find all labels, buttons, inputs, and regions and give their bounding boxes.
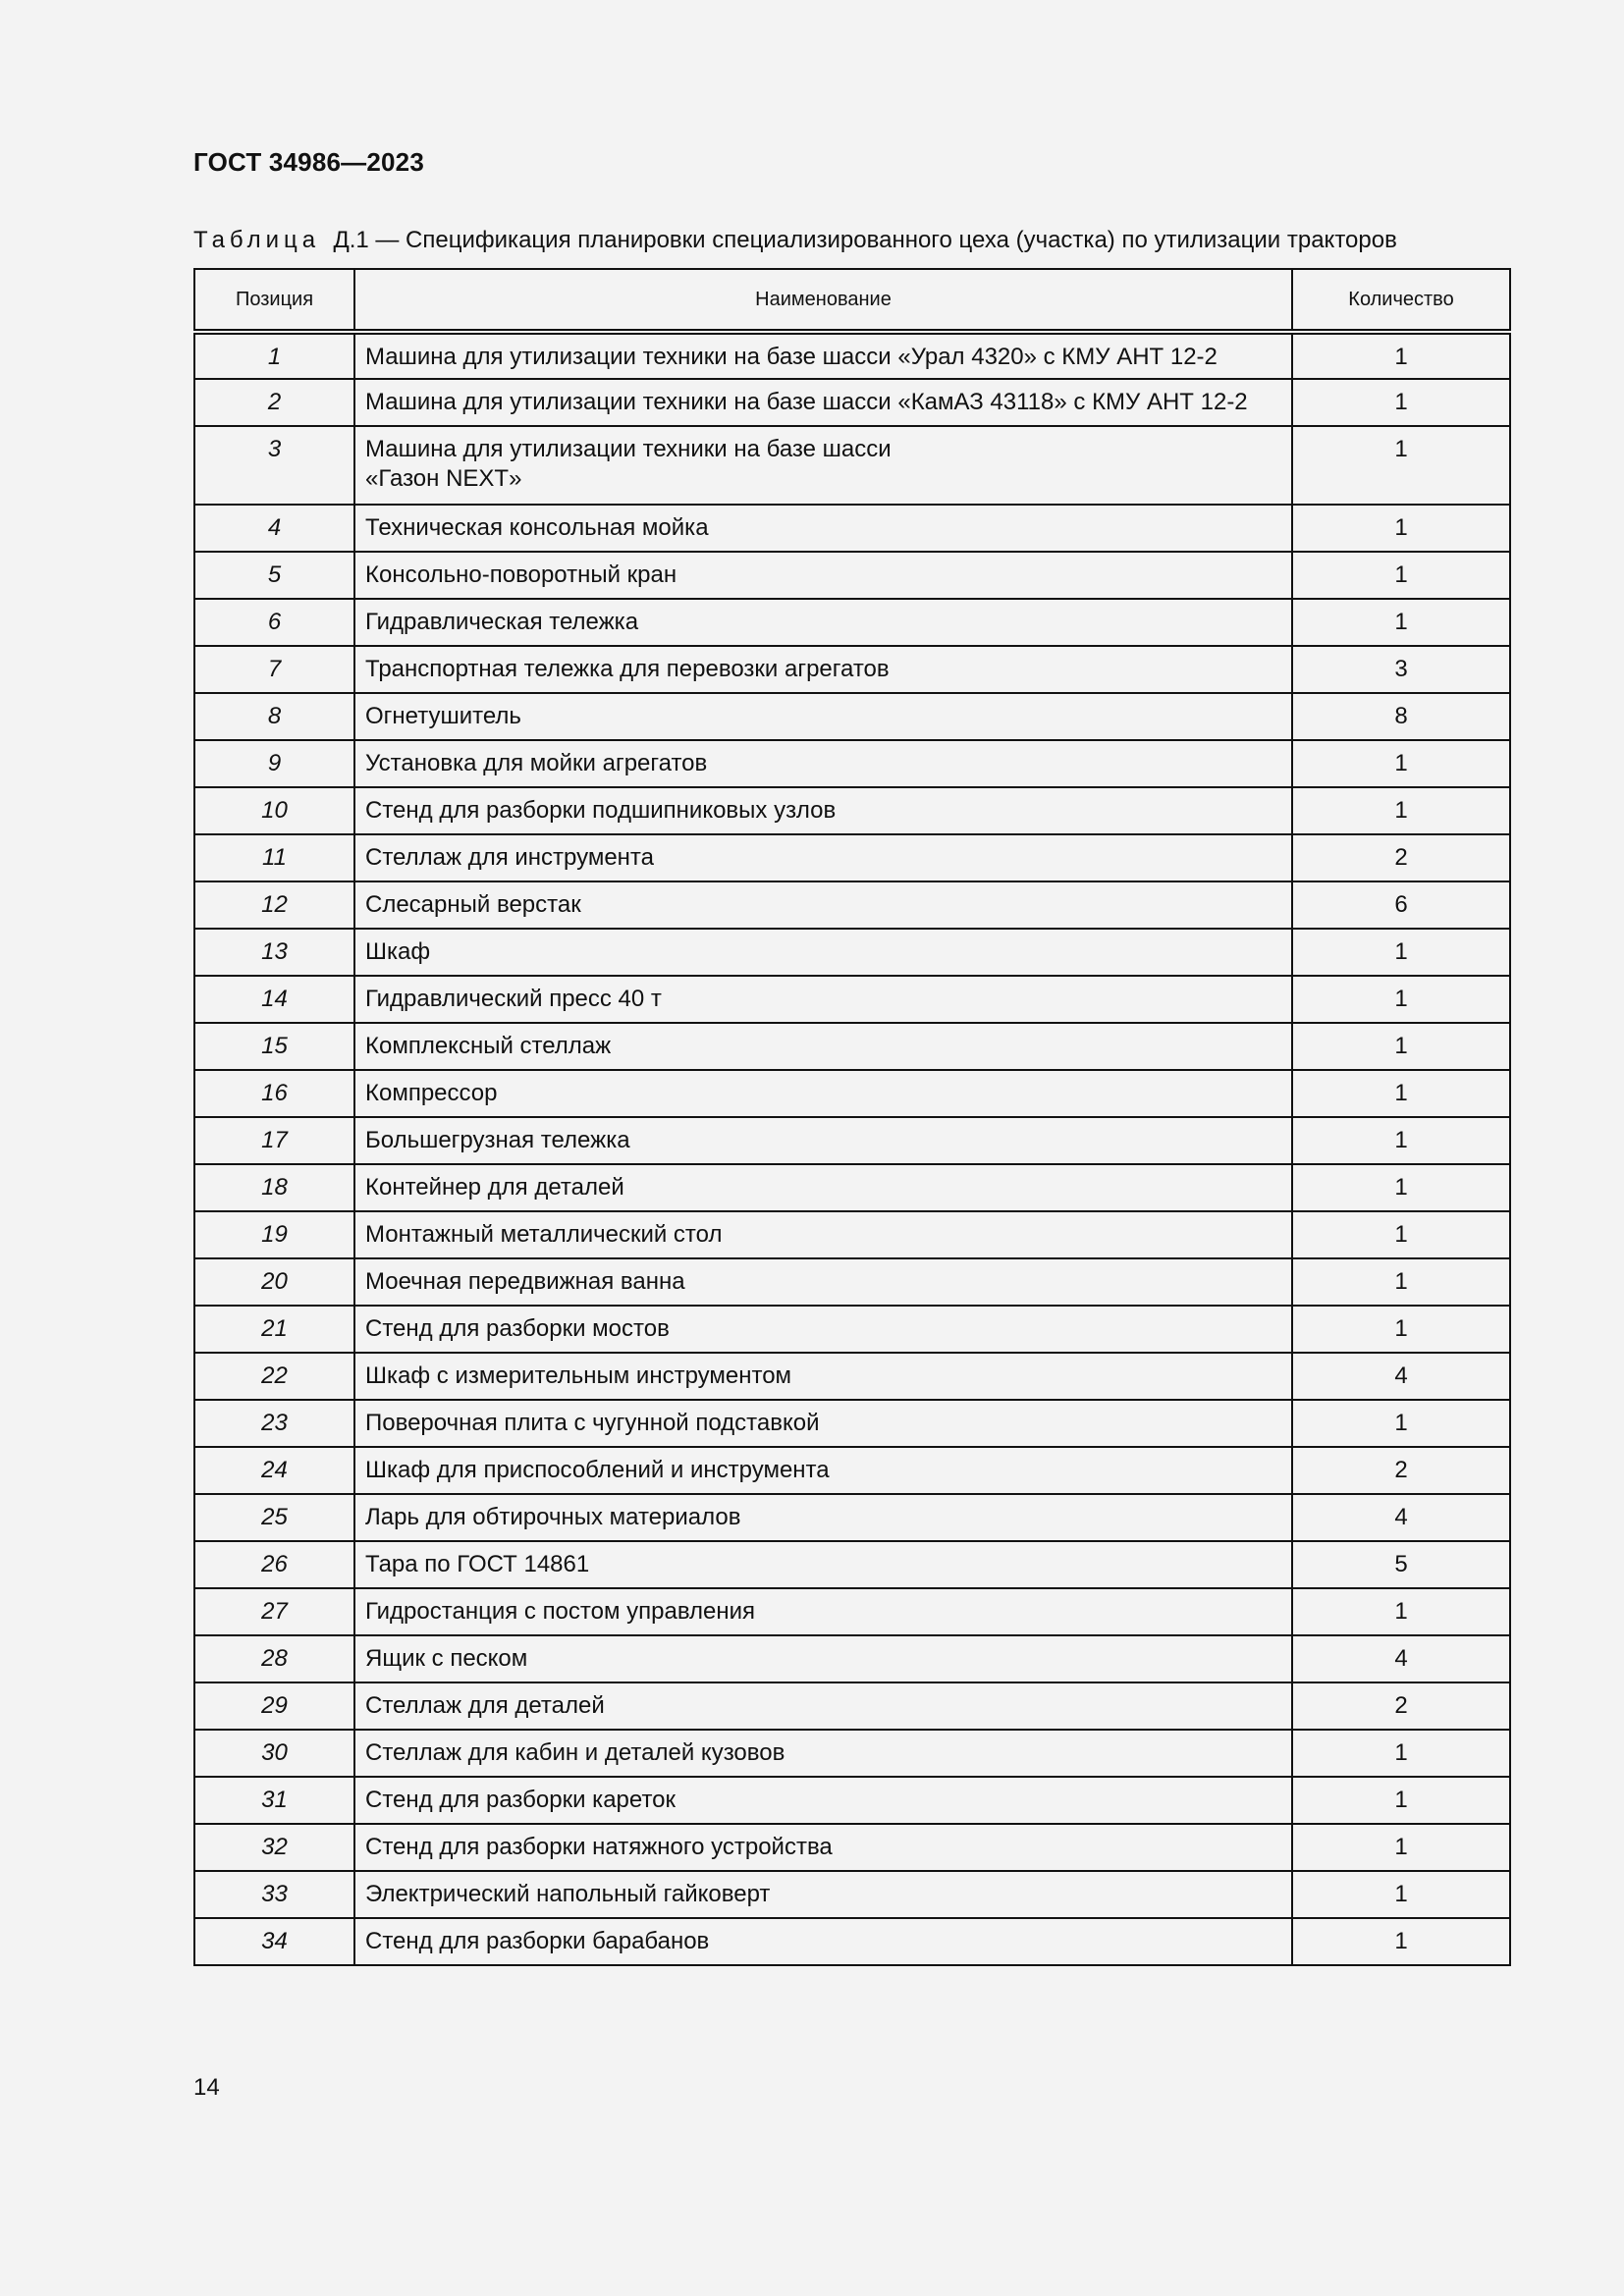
cell-quantity: 1 [1292, 1588, 1510, 1635]
page-number: 14 [193, 2074, 220, 2101]
cell-quantity: 1 [1292, 976, 1510, 1023]
cell-position: 13 [194, 929, 354, 976]
table-row [194, 881, 1510, 929]
cell-name: Монтажный металлический стол [354, 1211, 1292, 1258]
cell-name: Моечная передвижная ванна [354, 1258, 1292, 1306]
table-row [194, 929, 1510, 976]
cell-name: Электрический напольный гайковерт [354, 1871, 1292, 1918]
cell-quantity: 1 [1292, 1164, 1510, 1211]
table-row [194, 1541, 1510, 1588]
table-row [194, 834, 1510, 881]
cell-name: Стеллаж для кабин и деталей кузовов [354, 1730, 1292, 1777]
table-row [194, 1353, 1510, 1400]
cell-quantity: 2 [1292, 1447, 1510, 1494]
cell-position: 11 [194, 834, 354, 881]
cell-position: 6 [194, 599, 354, 646]
cell-position: 3 [194, 426, 354, 505]
table-row [194, 1682, 1510, 1730]
cell-quantity: 1 [1292, 740, 1510, 787]
cell-name: Стеллаж для деталей [354, 1682, 1292, 1730]
table-row [194, 1400, 1510, 1447]
cell-position: 1 [194, 332, 354, 379]
table-row [194, 552, 1510, 599]
cell-position: 21 [194, 1306, 354, 1353]
cell-name: Гидравлическая тележка [354, 599, 1292, 646]
table-body [194, 332, 1510, 1965]
cell-quantity: 1 [1292, 1211, 1510, 1258]
cell-quantity: 1 [1292, 426, 1510, 505]
cell-name: Гидростанция с постом управления [354, 1588, 1292, 1635]
header-position: Позиция [194, 269, 354, 332]
cell-position: 16 [194, 1070, 354, 1117]
table-row [194, 1494, 1510, 1541]
cell-position: 27 [194, 1588, 354, 1635]
table-row [194, 1070, 1510, 1117]
specification-table [193, 268, 1511, 1966]
cell-name: Компрессор [354, 1070, 1292, 1117]
table-row [194, 379, 1510, 426]
cell-position: 4 [194, 505, 354, 552]
cell-quantity: 1 [1292, 1400, 1510, 1447]
table-row [194, 1730, 1510, 1777]
table-row [194, 332, 1510, 379]
cell-quantity: 1 [1292, 505, 1510, 552]
cell-position: 14 [194, 976, 354, 1023]
header-name: Наименование [354, 269, 1292, 332]
cell-position: 10 [194, 787, 354, 834]
cell-position: 32 [194, 1824, 354, 1871]
cell-name: Шкаф с измерительным инструментом [354, 1353, 1292, 1400]
cell-quantity: 2 [1292, 834, 1510, 881]
cell-position: 26 [194, 1541, 354, 1588]
cell-quantity: 1 [1292, 1117, 1510, 1164]
table-row [194, 976, 1510, 1023]
cell-quantity: 4 [1292, 1494, 1510, 1541]
table-row [194, 1164, 1510, 1211]
cell-name: Стенд для разборки натяжного устройства [354, 1824, 1292, 1871]
cell-quantity: 1 [1292, 1258, 1510, 1306]
table-row [194, 1023, 1510, 1070]
cell-quantity: 1 [1292, 929, 1510, 976]
cell-name: Установка для мойки агрегатов [354, 740, 1292, 787]
cell-quantity: 8 [1292, 693, 1510, 740]
cell-position: 25 [194, 1494, 354, 1541]
cell-quantity: 1 [1292, 379, 1510, 426]
table-row [194, 1588, 1510, 1635]
header-quantity: Количество [1292, 269, 1510, 332]
cell-position: 28 [194, 1635, 354, 1682]
cell-position: 20 [194, 1258, 354, 1306]
cell-name: Стенд для разборки барабанов [354, 1918, 1292, 1965]
cell-quantity: 2 [1292, 1682, 1510, 1730]
cell-name: Огнетушитель [354, 693, 1292, 740]
cell-position: 22 [194, 1353, 354, 1400]
table-caption-text: Д.1 — Спецификация планировки специализированного цеха (участка) по утилизации тракторов [333, 227, 1397, 253]
cell-quantity: 1 [1292, 1918, 1510, 1965]
cell-name: Гидравлический пресс 40 т [354, 976, 1292, 1023]
cell-name: Поверочная плита с чугунной подставкой [354, 1400, 1292, 1447]
cell-position: 34 [194, 1918, 354, 1965]
cell-position: 9 [194, 740, 354, 787]
cell-position: 15 [194, 1023, 354, 1070]
table-row [194, 1211, 1510, 1258]
cell-name: Машина для утилизации техники на базе шасси «Урал 4320» с КМУ АНТ 12-2 [354, 332, 1292, 379]
table-row [194, 1824, 1510, 1871]
table-row [194, 646, 1510, 693]
cell-name: Шкаф [354, 929, 1292, 976]
cell-position: 23 [194, 1400, 354, 1447]
cell-quantity: 1 [1292, 1306, 1510, 1353]
table-row [194, 1635, 1510, 1682]
cell-position: 8 [194, 693, 354, 740]
cell-position: 18 [194, 1164, 354, 1211]
cell-name: Транспортная тележка для перевозки агрегатов [354, 646, 1292, 693]
cell-name: Стеллаж для инструмента [354, 834, 1292, 881]
table-caption [193, 227, 1397, 254]
cell-name: Стенд для разборки мостов [354, 1306, 1292, 1353]
table-row [194, 1258, 1510, 1306]
cell-name: Комплексный стеллаж [354, 1023, 1292, 1070]
cell-name: Ларь для обтирочных материалов [354, 1494, 1292, 1541]
cell-name: Ящик с песком [354, 1635, 1292, 1682]
cell-quantity: 1 [1292, 1824, 1510, 1871]
table-row [194, 740, 1510, 787]
table-row [194, 1777, 1510, 1824]
cell-quantity: 1 [1292, 1730, 1510, 1777]
table-row [194, 1447, 1510, 1494]
document-header: ГОСТ 34986—2023 [193, 147, 424, 177]
table-row [194, 1306, 1510, 1353]
cell-quantity: 1 [1292, 1871, 1510, 1918]
cell-name: Машина для утилизации техники на базе шасси «КамАЗ 43118» с КМУ АНТ 12-2 [354, 379, 1292, 426]
cell-quantity: 3 [1292, 646, 1510, 693]
cell-position: 31 [194, 1777, 354, 1824]
cell-position: 17 [194, 1117, 354, 1164]
cell-name: Стенд для разборки кареток [354, 1777, 1292, 1824]
cell-position: 7 [194, 646, 354, 693]
cell-quantity: 4 [1292, 1635, 1510, 1682]
table-row [194, 787, 1510, 834]
cell-quantity: 5 [1292, 1541, 1510, 1588]
cell-quantity: 6 [1292, 881, 1510, 929]
table-row [194, 505, 1510, 552]
cell-quantity: 1 [1292, 1777, 1510, 1824]
cell-position: 12 [194, 881, 354, 929]
table-row [194, 1871, 1510, 1918]
cell-quantity: 1 [1292, 332, 1510, 379]
cell-name: Большегрузная тележка [354, 1117, 1292, 1164]
cell-quantity: 1 [1292, 787, 1510, 834]
cell-position: 33 [194, 1871, 354, 1918]
cell-name: Машина для утилизации техники на базе шасси «Газон NEXT» [354, 426, 1292, 505]
cell-position: 30 [194, 1730, 354, 1777]
table-row [194, 1918, 1510, 1965]
cell-quantity: 1 [1292, 552, 1510, 599]
cell-quantity: 1 [1292, 1023, 1510, 1070]
table-caption-prefix: Таблица [193, 227, 321, 253]
cell-quantity: 1 [1292, 599, 1510, 646]
cell-name: Шкаф для приспособлений и инструмента [354, 1447, 1292, 1494]
cell-position: 29 [194, 1682, 354, 1730]
cell-name: Слесарный верстак [354, 881, 1292, 929]
table-header-row [194, 269, 1510, 332]
table-row [194, 599, 1510, 646]
cell-name: Тара по ГОСТ 14861 [354, 1541, 1292, 1588]
cell-quantity: 1 [1292, 1070, 1510, 1117]
cell-position: 24 [194, 1447, 354, 1494]
cell-name: Техническая консольная мойка [354, 505, 1292, 552]
cell-name: Консольно-поворотный кран [354, 552, 1292, 599]
cell-quantity: 4 [1292, 1353, 1510, 1400]
cell-position: 5 [194, 552, 354, 599]
cell-name: Контейнер для деталей [354, 1164, 1292, 1211]
table-row [194, 1117, 1510, 1164]
cell-name: Стенд для разборки подшипниковых узлов [354, 787, 1292, 834]
table-row [194, 693, 1510, 740]
table-row [194, 426, 1510, 505]
cell-position: 2 [194, 379, 354, 426]
cell-position: 19 [194, 1211, 354, 1258]
